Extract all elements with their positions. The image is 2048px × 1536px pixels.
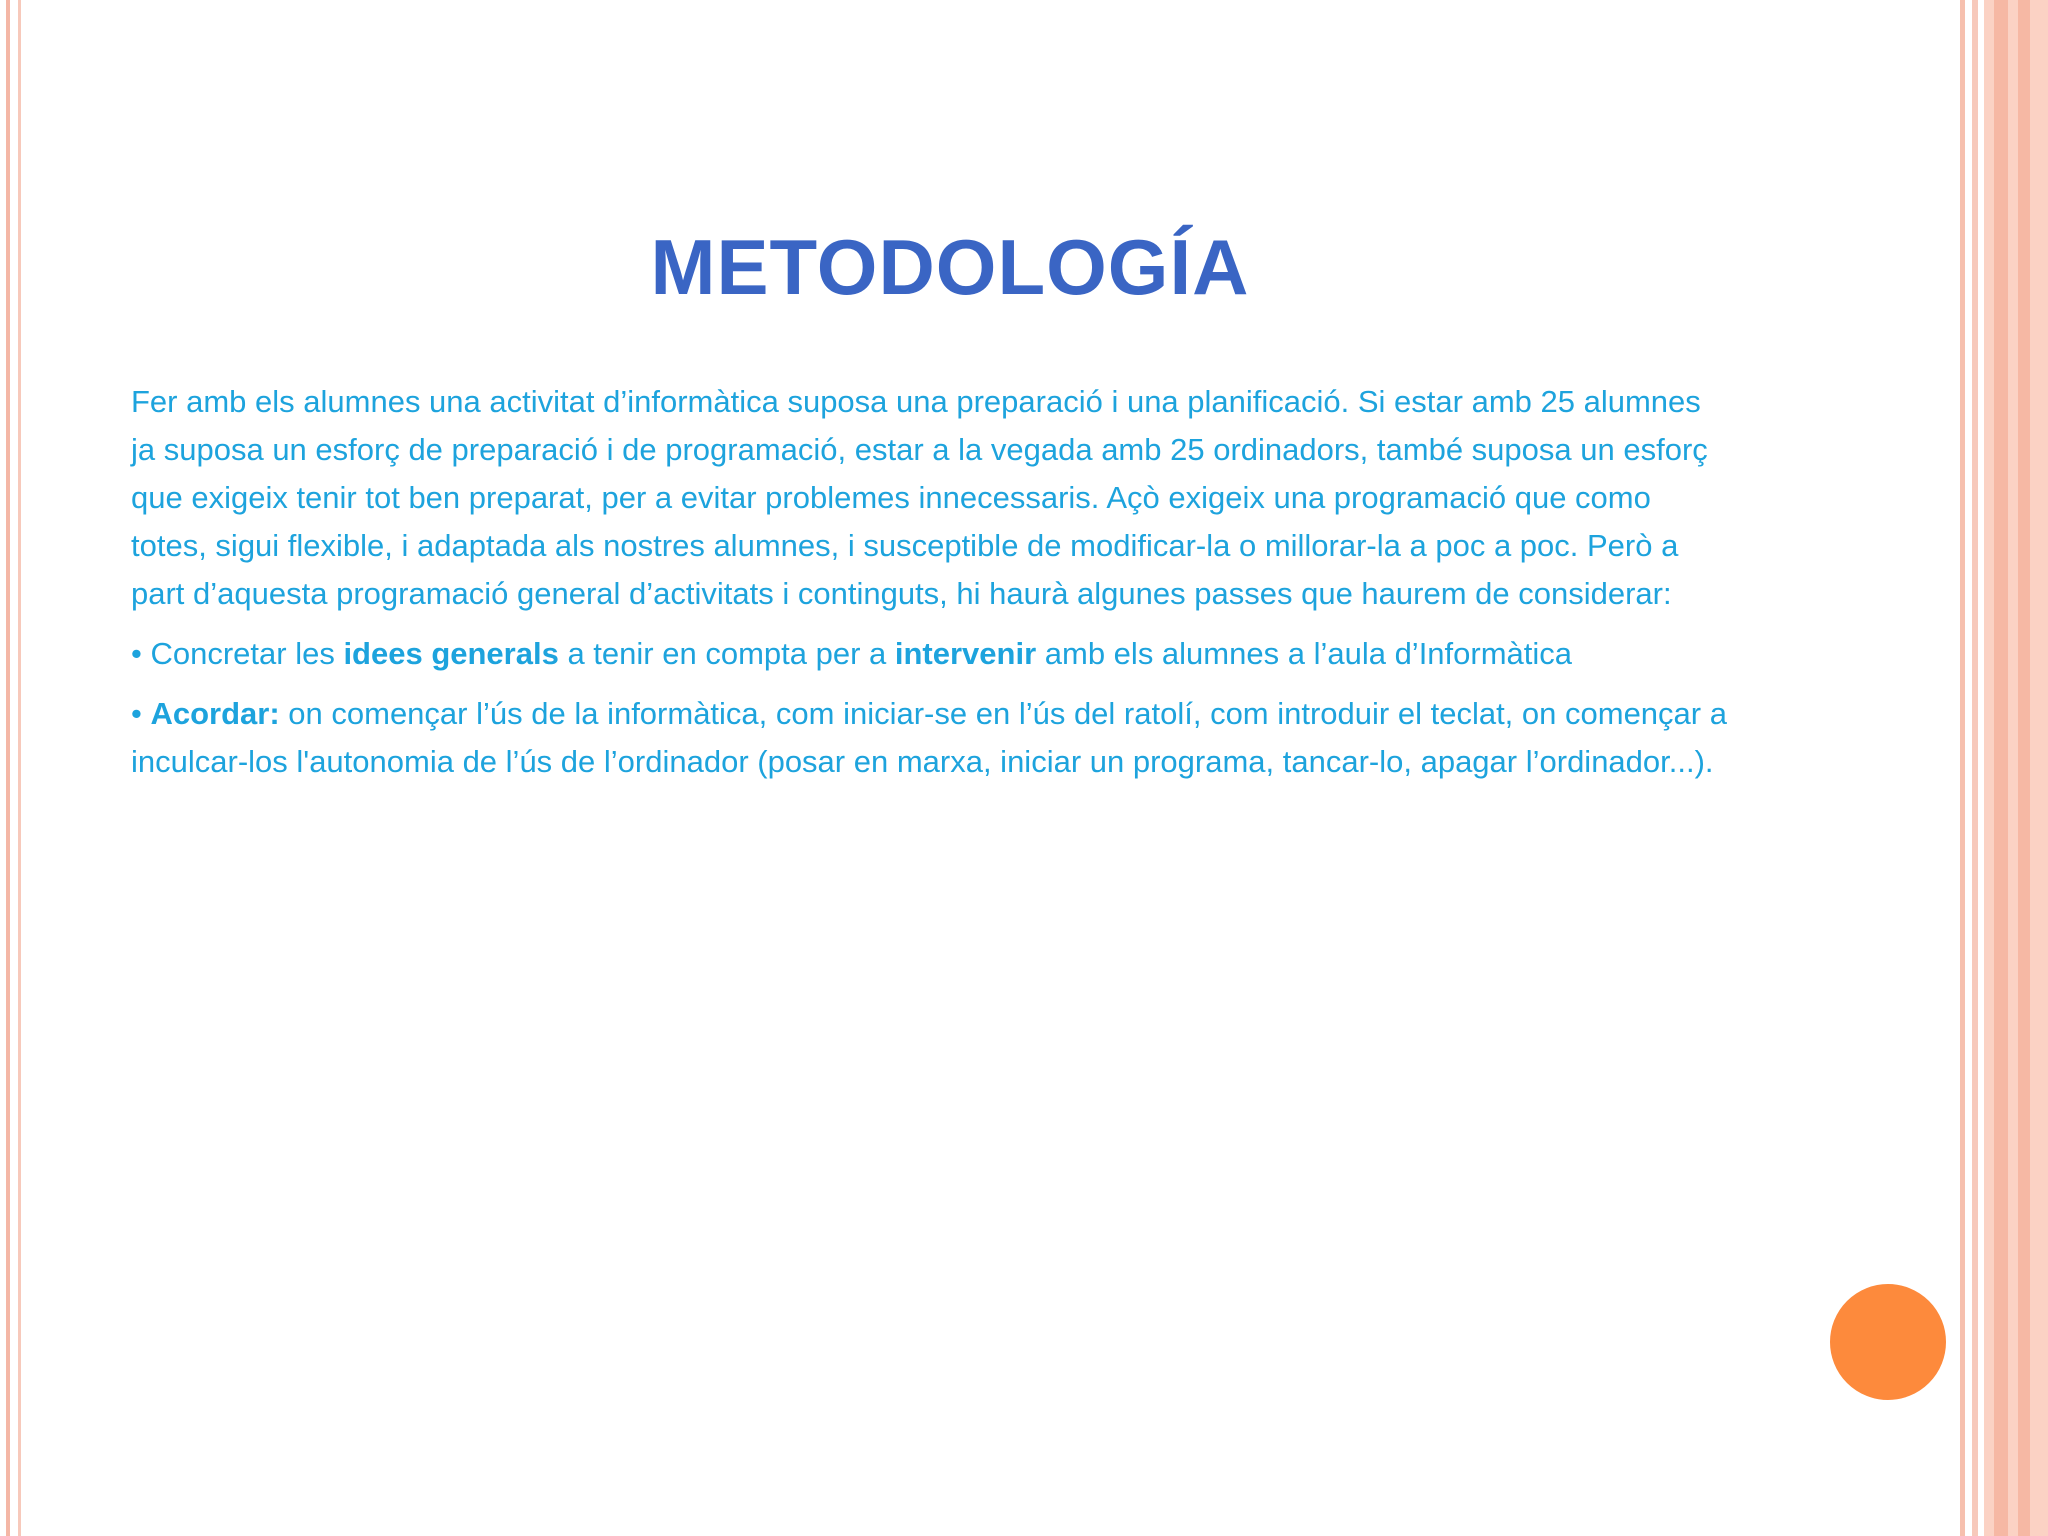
slide-title	[0, 222, 1900, 313]
bullet1-suffix: amb els alumnes a l’aula d’Informàtica	[1036, 636, 1573, 671]
intro-paragraph: Fer amb els alumnes una activitat d’informàtica suposa una preparació i una planificació. Si estar amb 25 alumnes ja suposa un esforç de preparació i de programació, estar a la vegada amb 25 ordinadors, també suposa un esforç que exigeix tenir tot ben preparat, per a evitar problemes innecessaris. Açò exigeix una programació que como totes, sigui flexible, i adaptada als nostres alumnes, i susceptible de modificar-la o millorar-la a poc a poc. Però a part d’aquesta programació general d’activitats i continguts, hi haurà algunes passes que haurem de considerar:	[131, 384, 1708, 611]
right-border-stripe	[1960, 0, 1965, 1536]
bullet2-rest: on començar l’ús de la informàtica, com iniciar-se en l’ús del ratolí, com introduir el teclat, on començar a inculcar-los l'autonomia de l’ús de l’ordinador (posar en marxa, iniciar un programa, tancar-lo, apagar l’ordinador...).	[131, 696, 1727, 779]
slide-title-text: METODOLOGÍA	[650, 223, 1250, 311]
bullet1-bold-intervenir: intervenir	[894, 636, 1037, 671]
orange-circle-decoration	[1826, 1280, 1950, 1404]
right-border-stripe	[1972, 0, 1978, 1536]
bullet-acordar	[131, 690, 1731, 786]
right-border-band-line	[2018, 0, 2030, 1536]
bullet1-bold-ideas: idees generals	[343, 636, 559, 671]
bullet1-mid: a tenir en compta per a	[558, 636, 895, 671]
bullet1-prefix: • Concretar les	[131, 636, 344, 671]
right-border-band-line	[1994, 0, 2008, 1536]
slide-body	[131, 378, 1731, 798]
bullet-ideas-generals	[131, 630, 1731, 678]
bullet2-bold-acordar: Acordar:	[150, 696, 280, 731]
bullet2-prefix: •	[131, 696, 151, 731]
